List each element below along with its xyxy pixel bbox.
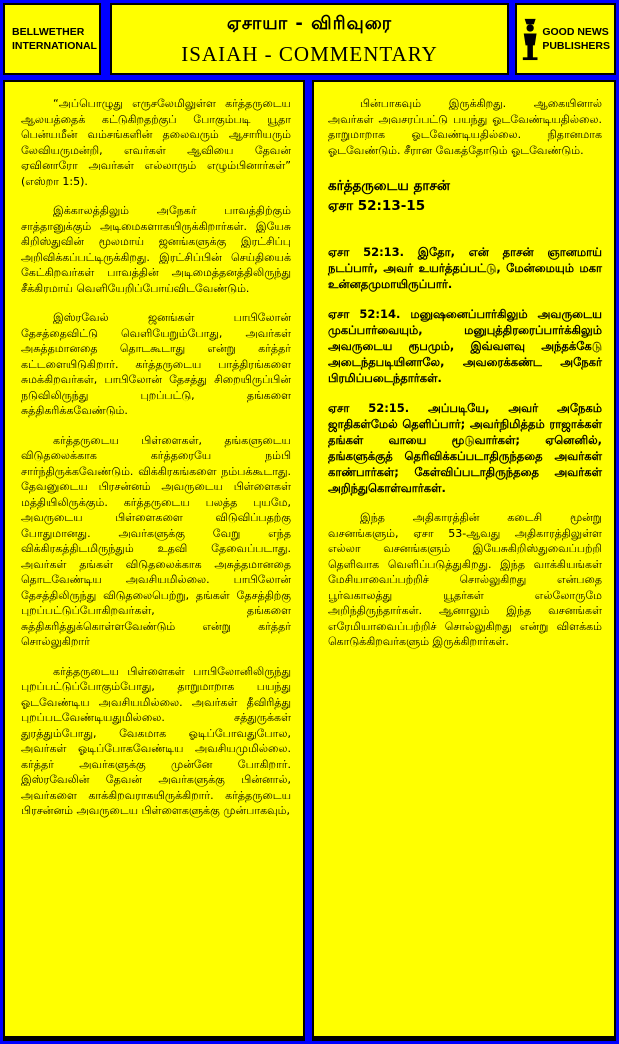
right-column xyxy=(312,80,616,1041)
left-paragraph-5: கர்த்தருடைய பிள்ளைகள் பாபிலோனிலிருந்து புறப்பட்டுப்போகும்போது, தாறுமாறாக பயந்து ஓடவேண்டிய அவசியமில்லை. அவர்கள் தீவிரித்து புறப்படவேண்டியதுமில்லை. சத்துருக்கள் துரத்தும்போது, வேகமாக ஓடிப்போவதுபோல, அவர்கள் ஓடிப்போகவேண்டிய அவசியமுமில்லை. கர்த்தர் அவர்களுக்கு முன்னே போகிறார். இஸ்ரவேலின் தேவன் அவர்களுக்கு பின்னால், அவர்களை காக்கிறவராகயிருக்கிறார். கர்த்தருடைய பிரசன்னம் அவருடைய பிள்ளைகளுக்கு முன்பாகவும், xyxy=(21,664,291,817)
bellwether-logo xyxy=(3,3,101,75)
section-heading xyxy=(328,176,602,216)
section-title: கர்த்தருடைய தாசன் xyxy=(328,178,450,194)
page-title-tamil: ஏசாயா - விரிவுரை xyxy=(226,13,393,34)
bottom-divider xyxy=(314,1036,614,1039)
good-news-figure-icon xyxy=(521,15,539,63)
page-title-english: ISAIAH - COMMENTARY xyxy=(181,42,438,66)
section-reference: ஏசா 52:13-15 xyxy=(328,198,426,214)
logo-left-line2: INTERNATIONAL xyxy=(12,40,97,52)
left-column xyxy=(3,80,305,1041)
left-paragraph-4: கர்த்தருடைய பிள்ளைகள், தங்களுடைய விடுதலைக்காக கர்த்தரையே நம்பி சார்ந்திருக்கவேண்டும். விக்கிரகங்களை நம்பக்கூடாது. தேவனுடைய பிரசன்னம் அவருடைய பிள்ளைகள் மத்தியிலிருக்கும். கர்த்தருடைய பலத்த புயமே, அவருடைய பிள்ளைகளை விடுவிப்பதற்கு போதுமானது. அவர்களுக்கு வேறு எந்த விக்கிரகத்திடமிருந்தும் உதவி தேவைப்படாது. அவர்கள் தங்கள் விடுதலைக்காக அசுத்தமானதை தொடவேண்டிய அவசியமில்லை. பாபிலோன் தேசத்திலிருந்து விடுதலைபெற்று, தங்கள் தேசத்திற்கு புறப்பட்டுப்போகிறவர்கள், தங்களை சுத்திகரித்துக்கொள்ளவேண்டும் என்று கர்த்தர் சொல்லுகிறார் xyxy=(21,433,291,648)
logo-left-line1: BELLWETHER xyxy=(12,26,85,38)
verse-52-13: ஏசா 52:13. இதோ, என் தாசன் ஞானமாய் நடப்பார், அவர் உயர்த்தப்பட்டு, மேன்மையும் மகா உன்னதமுமாயிருப்பார். xyxy=(328,245,602,291)
logo-right-line2: PUBLISHERS xyxy=(542,40,610,52)
bottom-divider xyxy=(5,1036,303,1039)
right-paragraph-top: பின்பாகவும் இருக்கிறது. ஆகையினால் அவர்கள் அவசரப்பட்டு பயந்து ஓடவேண்டியதில்லை. தாறுமாறாக ஓடவேண்டியதில்லை. நிதானமாக ஓடவேண்டும். சீரான வேகத்தோடும் ஓடவேண்டும். xyxy=(328,97,602,157)
page-title-box xyxy=(110,3,509,75)
verse-52-15: ஏசா 52:15. அப்படியே, அவர் அநேகம் ஜாதிகள்மேல் தெளிப்பார்; அவர்நிமித்தம் ராஜாக்கள் தங்கள் வாயை மூடுவார்கள்; ஏனெனில், தங்களுக்குத் தெரிவிக்கப்படாதிருந்ததை அவர்கள் காண்பார்கள்; கேள்விப்படாதிருந்ததை அவர்கள் அறிந்துகொள்வார்கள். xyxy=(328,401,602,495)
logo-right-line1: GOOD NEWS xyxy=(542,26,609,38)
left-paragraph-3: இஸ்ரவேல் ஜனங்கள் பாபிலோன் தேசத்தைவிட்டு வெளியேறும்போது, அவர்கள் அசுத்தமானதை தொடகூடாது என்று கர்த்தர் கட்டளையிடுகிறார். கர்த்தருடைய பாத்திரங்களை சுமக்கிறவர்கள், பாபிலோன் தேசத்து சிறையிருப்பின் நடுவிலிருந்து புறப்பட்டு, தங்களை சுத்திகரிக்கவேண்டும். xyxy=(21,311,291,417)
good-news-logo xyxy=(515,3,616,75)
left-paragraph-2: இக்காலத்திலும் அநேகர் பாவத்திற்கும் சாத்தானுக்கும் அடிமைகளாகயிருக்கிறார்கள். இயேசு கிறிஸ்துவின் மூலமாய் ஜனங்களுக்கு இரட்சிப்பு அறிவிக்கப்பட்டிருக்கிறது. இரட்சிப்பின் செய்தியைக் கேட்கிறவர்கள் பாவத்தின் அடிமைத்தனத்திலிருந்து சீக்கிரமாய் வெளியேறிப்போய்விடவேண்டும். xyxy=(21,204,291,295)
right-paragraph-bottom: இந்த அதிகாரத்தின் கடைசி மூன்று வசனங்களும், ஏசா 53-ஆவது அதிகாரத்திலுள்ள எல்லா வசனங்களும் இயேசுகிறிஸ்துவைப்பற்றி தெளிவாக வெளிப்படுத்துகிறது. இந்த வாக்கியங்கள் மேசியாவைப்பற்றிச் சொல்லுகிறது என்பதை பூர்வகாலத்து யூதர்கள் எல்லோருமே அறிந்திருந்தார்கள். ஆனாலும் இந்த வசனங்கள் எரேமியாவைப்பற்றிச் சொல்லுகிறது என்று விளக்கம் கொடுக்கிறவர்களும் இருக்கிறார்கள். xyxy=(328,511,602,648)
left-paragraph-1: “அப்பொழுது எருசலேமிலுள்ள கர்த்தருடைய ஆலயத்தைக் கட்டுகிறதற்குப் போகும்படி யூதா பென்யமீன் வம்சங்களின் தலைவரும் ஆசாரியரும் லேவியருமன்றி, எவர்கள் ஆவியை தேவன் ஏவினாரோ அவர்கள் எல்லாரும் எழும்பினார்கள்” (எஸ்றா 1:5). xyxy=(21,97,291,188)
verse-52-14: ஏசா 52:14. மனுஷனைப்பார்கிலும் அவருடைய முகப்பார்வையும், மனுபுத்திரரைப்பார்க்கிலும் அவருடைய ரூபமும், இவ்வளவு அந்தக்கேடு அடைந்தபடியினாலே, அவரைக்கண்ட அநேகர் பிரமிப்படைந்தார்கள். xyxy=(328,307,602,385)
